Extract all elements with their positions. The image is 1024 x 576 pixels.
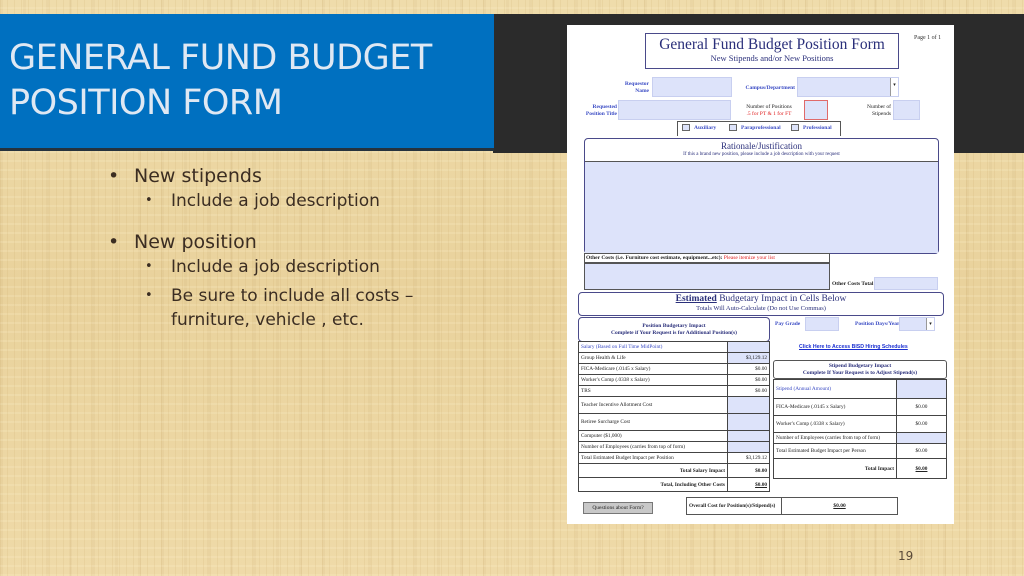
overall-cost-box bbox=[686, 497, 898, 515]
chevron-down-icon[interactable]: ▾ bbox=[890, 78, 898, 96]
bullet-item bbox=[108, 229, 448, 255]
page-number: 19 bbox=[898, 549, 914, 563]
chevron-down-icon[interactable]: ▾ bbox=[926, 318, 934, 330]
bullet-icon: • bbox=[145, 259, 153, 274]
position-title-label: Requested Position Title bbox=[585, 104, 617, 117]
bullet-icon: • bbox=[108, 231, 120, 253]
tia-input[interactable] bbox=[728, 397, 770, 414]
bullet-icon: • bbox=[145, 193, 153, 208]
table-row: Total, Including Other Costs $0.00 bbox=[579, 478, 770, 492]
sub-bullet-item bbox=[145, 255, 448, 279]
pay-grade-input[interactable] bbox=[805, 317, 839, 331]
other-costs-total-input bbox=[874, 277, 938, 290]
table-row: Stipend (Annual Amount) bbox=[774, 380, 947, 399]
form-screenshot bbox=[567, 25, 954, 524]
table-row: Retiree Surcharge Cost bbox=[579, 414, 770, 431]
other-costs-label: Other Costs (i.e. Furniture cost estimate, equipment...etc): Please itemize your list bbox=[586, 255, 775, 261]
checkbox-auxiliary[interactable]: Auxiliary bbox=[682, 124, 716, 131]
sub-bullet-item bbox=[145, 284, 448, 332]
table-row: Computer ($1,000) bbox=[579, 431, 770, 442]
other-costs-total-label: Other Costs Total bbox=[832, 281, 874, 287]
stipend-impact-table bbox=[773, 379, 947, 479]
table-row: Number of Employees (carries from top of form) bbox=[774, 433, 947, 444]
questions-button[interactable]: Questions about Form? bbox=[583, 502, 653, 514]
sub-bullet-text: Include a job description bbox=[171, 191, 380, 211]
title-box bbox=[0, 14, 494, 151]
table-row: FICA-Medicare (.0145 x Salary) $0.00 bbox=[579, 364, 770, 375]
title-line-2: POSITION FORM bbox=[9, 83, 283, 123]
computer-input[interactable] bbox=[728, 431, 770, 442]
form-title-frame bbox=[645, 33, 899, 69]
stipend-impact-header: Stipend Budgetary Impact Complete If Your Request is to Adjust Stipend(s) bbox=[773, 360, 947, 379]
table-row: Group Health & Life $3,129.12 bbox=[579, 353, 770, 364]
overall-label: Overall Cost for Position(s)/Stipend(s) bbox=[687, 498, 782, 514]
days-year-label: Position Days/Year bbox=[855, 321, 900, 327]
rationale-title: Rationale/Justification bbox=[721, 141, 802, 151]
bullet-list bbox=[108, 163, 448, 332]
sub-bullet-item bbox=[145, 189, 448, 213]
checkbox-icon[interactable] bbox=[729, 124, 737, 131]
salary-input[interactable] bbox=[728, 342, 770, 353]
table-row: Salary (Based on Full Time MidPoint) bbox=[579, 342, 770, 353]
requestor-label: Requestor Name bbox=[624, 81, 649, 94]
sub-bullet-text: Include a job description bbox=[171, 257, 380, 277]
page-of: Page 1 of 1 bbox=[914, 35, 942, 41]
estimated-section-header: Estimated Budgetary Impact in Cells Below Totals Will Auto-Calculate (Do not Use Commas) bbox=[578, 292, 944, 316]
sub-bullet-text: Be sure to include all costs – furniture, vehicle , etc. bbox=[171, 286, 414, 330]
checkbox-icon[interactable] bbox=[791, 124, 799, 131]
table-row: Total Estimated Budget Impact per Person $0.00 bbox=[774, 444, 947, 459]
table-row: Worker's Comp (.0338 x Salary) $0.00 bbox=[774, 416, 947, 433]
num-stipends-label: Number of Stipends bbox=[867, 104, 891, 117]
requestor-name-input[interactable] bbox=[652, 77, 732, 97]
title-line-1: GENERAL FUND BUDGET bbox=[9, 38, 432, 78]
position-impact-header: Position Budgetary Impact Complete if Your Request is for Additional Position(s) bbox=[578, 317, 770, 342]
checkbox-icon[interactable] bbox=[682, 124, 690, 131]
hiring-schedules-link[interactable]: Click Here to Access BISD Hiring Schedules bbox=[799, 344, 908, 350]
campus-dropdown[interactable] bbox=[797, 77, 899, 97]
rationale-hint: If this a brand new position, please include a job description with your request bbox=[683, 152, 840, 157]
position-title-input[interactable] bbox=[618, 100, 731, 120]
table-row: Teacher Incentive Allotment Cost bbox=[579, 397, 770, 414]
num-positions-label: Number of Positions .5 for PT & 1 for FT bbox=[746, 104, 792, 117]
days-year-dropdown[interactable] bbox=[899, 317, 935, 331]
table-row: FICA-Medicare (.0145 x Salary) $0.00 bbox=[774, 399, 947, 416]
checkbox-professional[interactable]: Professional bbox=[791, 124, 832, 131]
num-stipends-input[interactable] bbox=[893, 100, 920, 120]
rationale-section bbox=[584, 138, 939, 254]
table-row: TRS $0.00 bbox=[579, 386, 770, 397]
table-row: Total Salary Impact $0.00 bbox=[579, 464, 770, 478]
pay-grade-label: Pay Grade bbox=[775, 321, 801, 327]
other-costs-input[interactable] bbox=[584, 263, 830, 290]
slide-title bbox=[9, 36, 494, 126]
campus-label: Campus/Department bbox=[745, 85, 795, 91]
checkbox-paraprofessional[interactable]: Paraprofessional bbox=[729, 124, 781, 131]
bullet-text: New position bbox=[134, 231, 257, 253]
retiree-input[interactable] bbox=[728, 414, 770, 431]
bullet-text: New stipends bbox=[134, 165, 262, 187]
table-row: Number of Employees (carries from top of form) bbox=[579, 442, 770, 453]
rationale-textarea[interactable] bbox=[585, 161, 938, 253]
form-subtitle: New Stipends and/or New Positions bbox=[710, 53, 834, 63]
table-row: Worker's Comp (.0338 x Salary) $0.00 bbox=[579, 375, 770, 386]
bullet-icon: • bbox=[108, 165, 120, 187]
table-row: Total Impact $0.00 bbox=[774, 459, 947, 479]
num-positions-input[interactable] bbox=[804, 100, 828, 120]
other-costs-label-box bbox=[584, 253, 830, 263]
table-row: Total Estimated Budget Impact per Position $3,129.12 bbox=[579, 453, 770, 464]
overall-value: $0.00 bbox=[833, 503, 846, 509]
bullet-icon: • bbox=[145, 288, 153, 303]
form-title: General Fund Budget Position Form bbox=[659, 36, 885, 53]
bullet-item bbox=[108, 163, 448, 189]
position-impact-table bbox=[578, 341, 770, 492]
stipend-input[interactable] bbox=[897, 380, 947, 399]
